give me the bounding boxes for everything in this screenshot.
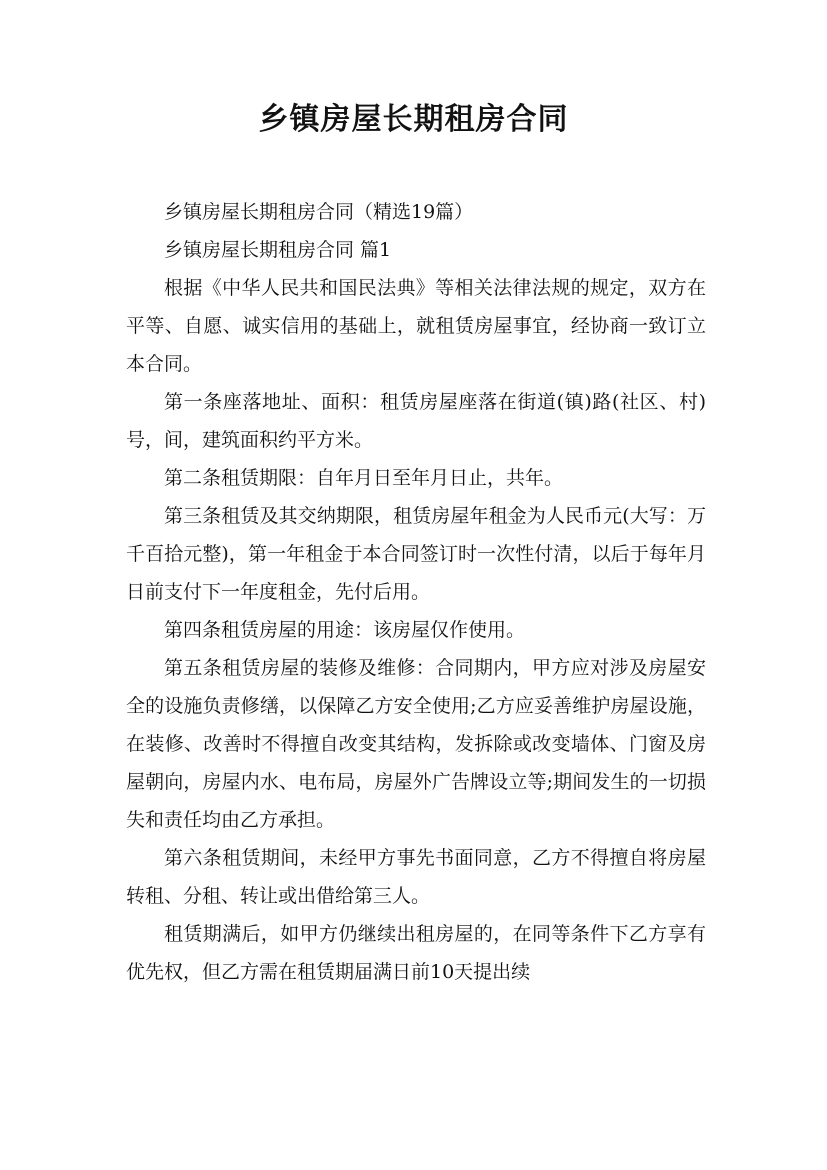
paragraph-preamble: 根据《中华人民共和国民法典》等相关法律法规的规定，双方在平等、自愿、诚实信用的基础上，就租赁房屋事宜，经协商一致订立本合同。 [126, 277, 706, 375]
paragraph-section-heading: 乡镇房屋长期租房合同 篇1 [164, 239, 392, 261]
document-title: 乡镇房屋长期租房合同 [258, 102, 569, 137]
document-body [126, 193, 706, 991]
paragraph-subtitle: 乡镇房屋长期租房合同（精选19篇） [164, 201, 474, 223]
paragraph-article-3: 第三条租赁及其交纳期限，租赁房屋年租金为人民币元(大写：万千百拾元整)，第一年租金于本合同签订时一次性付清，以后于每年月日前支付下一年度租金，先付后用。 [126, 505, 706, 603]
paragraph-renewal: 租赁期满后，如甲方仍继续出租房屋的，在同等条件下乙方享有优先权，但乙方需在租赁期届满日前10天提出续 [126, 923, 706, 983]
paragraph-article-4: 第四条租赁房屋的用途：该房屋仅作使用。 [164, 619, 526, 641]
paragraph-article-1: 第一条座落地址、面积：租赁房屋座落在街道(镇)路(社区、村)号，间，建筑面积约平方米。 [126, 391, 706, 451]
paragraph-article-5: 第五条租赁房屋的装修及维修：合同期内，甲方应对涉及房屋安全的设施负责修缮，以保障乙方安全使用;乙方应妥善维护房屋设施，在装修、改善时不得擅自改变其结构，发拆除或改变墙体、门窗及房屋朝向，房屋内水、电布局，房屋外广告牌设立等;期间发生的一切损失和责任均由乙方承担。 [126, 657, 706, 831]
paragraph-article-2: 第二条租赁期限：自年月日至年月日止，共年。 [164, 467, 564, 489]
paragraph-article-6: 第六条租赁期间，未经甲方事先书面同意，乙方不得擅自将房屋转租、分租、转让或出借给第三人。 [126, 847, 706, 907]
